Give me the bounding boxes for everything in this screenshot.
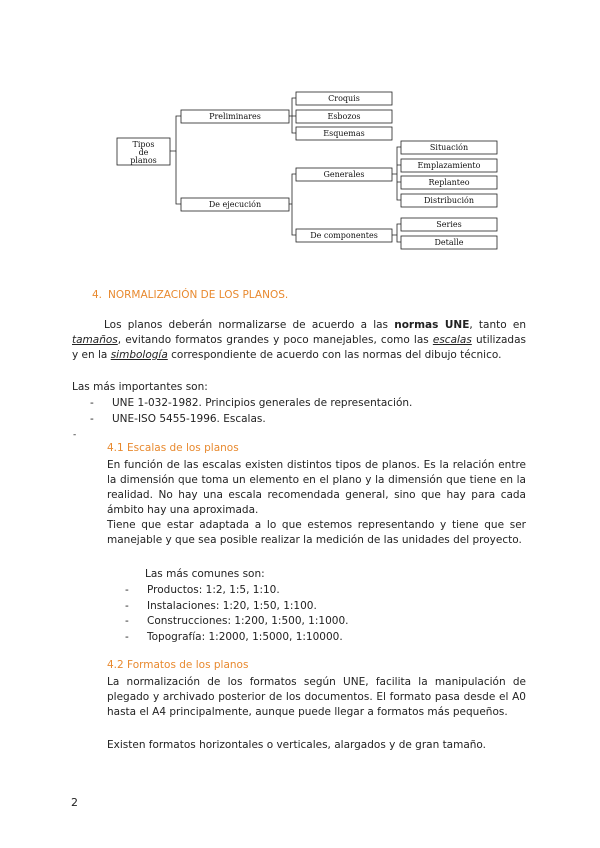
esquemas-label: Esquemas [323, 129, 365, 138]
croquis-label: Croquis [328, 94, 360, 103]
list-item: - UNE-ISO 5455-1996. Escalas. [90, 412, 266, 425]
list-item: - Productos: 1:2, 1:5, 1:10. [125, 584, 280, 596]
section-4-2-p1: La normalización de los formatos según UNE, facilita la manipulación de plegado y archivado posterior de los documentos. El formato pasa desde el A0 hasta el A4 principalmente, aunque puede llegar a formatos más pequeños. [107, 676, 526, 718]
ejecucion-label: De ejecución [208, 200, 262, 209]
root-label-2: de [138, 148, 149, 157]
list-item: - UNE 1-032-1982. Principios generales de representación. [90, 397, 413, 409]
section-4-1-p1: En función de las escalas existen distintos tipos de planos. Es la relación entre la dimensión que toma un elemento en el plano y la dimensión que tiene en la realidad. No hay una escala recomendada general, sino que hay para cada ámbito hay una aproximada. [107, 459, 526, 516]
section-4-2-p2: Existen formatos horizontales o verticales, alargados y de gran tamaño. [107, 739, 487, 751]
common-label: Las más comunes son: [145, 568, 265, 580]
list-item: - Topografía: 1:2000, 1:5000, 1:10000. [125, 630, 343, 643]
root-label-1: Tipos [132, 140, 155, 149]
section-4-1-p2: Tiene que estar adaptada a lo que estemos representando y tiene que ser manejable y que sea posible realizar la medición de las unidades del proyecto. [107, 519, 526, 546]
plan-types-diagram [0, 0, 600, 270]
stray-mark: - [73, 430, 77, 440]
replanteo-label: Replanteo [428, 178, 470, 187]
detalle-label: Detalle [434, 238, 464, 247]
section-4-title: NORMALIZACIÓN DE LOS PLANOS. [108, 289, 289, 301]
componentes-label: De componentes [310, 231, 378, 240]
situacion-label: Situación [429, 143, 469, 152]
page-number: 2 [71, 796, 78, 809]
common-list [125, 583, 348, 645]
section-4-1-heading: 4.1 Escalas de los planos [107, 442, 239, 454]
section-4-intro: Los planos deberán normalizarse de acuerdo a las normas UNE, tanto en tamaños, evitando formatos grandes y poco manejables, como las escalas utilizadas y en la simbología correspondiente de acuerdo con las normas del dibujo técnico. [72, 319, 526, 361]
esbozos-label: Esbozos [327, 112, 361, 121]
important-label: Las más importantes son: [72, 381, 208, 393]
list-item: - Instalaciones: 1:20, 1:50, 1:100. [125, 599, 317, 612]
distribucion-label: Distribución [424, 196, 474, 205]
important-list [90, 396, 412, 427]
series-label: Series [436, 220, 462, 229]
section-4-2-heading: 4.2 Formatos de los planos [107, 659, 249, 671]
list-item: - Construcciones: 1:200, 1:500, 1:1000. [125, 615, 349, 627]
section-4-number: 4. [92, 289, 103, 301]
preliminares-label: Preliminares [209, 112, 261, 121]
emplazamiento-label: Emplazamiento [417, 161, 481, 170]
section-4-heading [92, 289, 288, 301]
generales-label: Generales [323, 170, 365, 179]
root-label-3: planos [130, 156, 157, 165]
